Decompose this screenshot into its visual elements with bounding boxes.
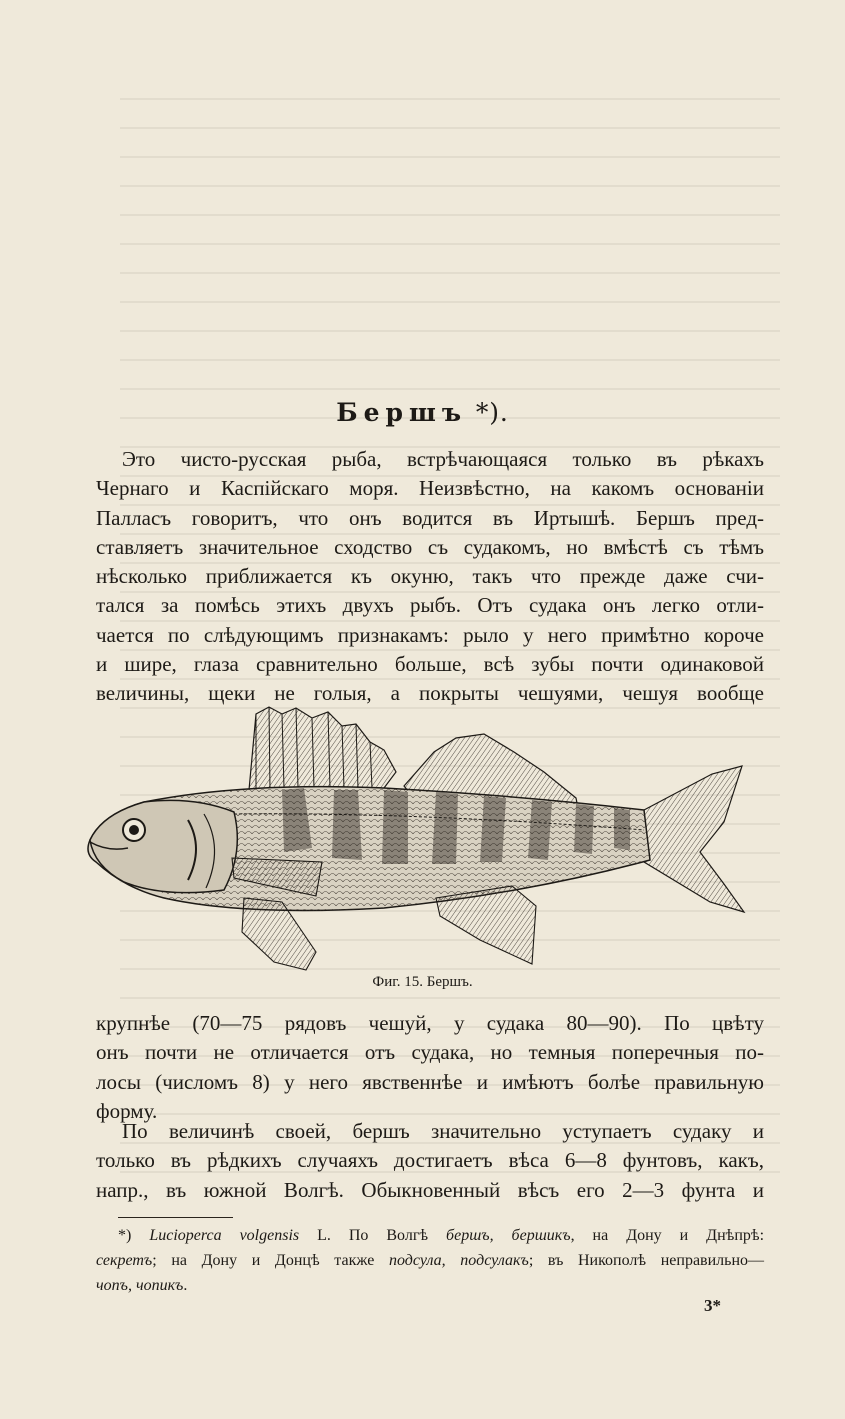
footnote-line xyxy=(96,1273,764,1298)
tail-fin xyxy=(644,766,744,912)
local-name: секретъ xyxy=(96,1252,153,1269)
footnote xyxy=(96,1223,764,1298)
local-name: подсула, подсулакъ xyxy=(388,1252,529,1269)
paragraph-3 xyxy=(96,1117,764,1205)
footnote-text: . xyxy=(183,1277,188,1294)
text-line: напр., въ южной Волгѣ. Обыкновенный вѣсъ его 2—3 фунта и xyxy=(96,1177,764,1202)
footnote-text: , на Дону и Днѣпрѣ: xyxy=(570,1227,765,1244)
title-footnote-mark: *). xyxy=(467,398,509,427)
text-line: ставляетъ значительное сходство съ судакомъ, но вмѣстѣ съ тѣмъ xyxy=(96,534,764,559)
text-line: величины, щеки не голыя, а покрыты чешуями, чешуя вообще xyxy=(96,681,764,706)
signature-mark: 3* xyxy=(704,1296,721,1315)
text-line: онъ почти не отличается отъ судака, но темныя поперечныя по- xyxy=(96,1040,764,1065)
footnote-text: L. По Волгѣ xyxy=(299,1227,447,1244)
footnote-text: ; въ Никополѣ неправильно— xyxy=(528,1252,765,1269)
text-line: Палласъ говоритъ, что онъ водится въ Иртышѣ. Бершъ пред- xyxy=(96,505,764,530)
text-line: нѣсколько приближается къ окуню, такъ что прежде даже счи- xyxy=(96,564,764,589)
title-word: Бершъ xyxy=(336,398,468,427)
chapter-title xyxy=(0,398,845,427)
footnote-text: ; на Дону и Донцѣ также xyxy=(152,1252,389,1269)
text-line: и шире, глаза сравнительно больше, всѣ зубы почти одинаковой xyxy=(96,652,764,677)
footnote-line xyxy=(96,1248,764,1273)
footnote-rule xyxy=(118,1217,233,1218)
text-line: лосы (числомъ 8) у него явственнѣе и имѣютъ болѣе правильную xyxy=(96,1069,764,1094)
paragraph-1 xyxy=(96,445,764,709)
local-name: чопъ, чопикъ xyxy=(96,1277,184,1294)
figure-caption: Фиг. 15. Бершъ. xyxy=(372,974,473,990)
local-name: бершъ, бершикъ xyxy=(446,1227,571,1244)
text-line: Это чисто-русская рыба, встрѣчающаяся только въ рѣкахъ xyxy=(122,447,764,471)
text-line: крупнѣе (70—75 рядовъ чешуй, у судака 80—90). По цвѣту xyxy=(96,1011,764,1035)
text-line: тался за помѣсь этихъ двухъ рыбъ. Отъ судака онъ легко отли- xyxy=(96,593,764,618)
latin-name: Lucioperca volgensis xyxy=(149,1227,300,1244)
footnote-marker: *) xyxy=(118,1227,150,1244)
paragraph-2 xyxy=(96,1009,764,1126)
fish-head xyxy=(90,800,237,892)
text-line: По величинѣ своей, бершъ значительно уступаетъ судаку и xyxy=(122,1119,764,1143)
dorsal-fin-spiny xyxy=(249,707,396,790)
anal-fin xyxy=(436,886,536,964)
text-line: Чернаго и Каспійскаго моря. Неизвѣстно, на какомъ основаніи xyxy=(96,476,764,501)
text-line: только въ рѣдкихъ случаяхъ достигаетъ вѣса 6—8 фунтовъ, какъ, xyxy=(96,1148,764,1173)
text-line: форму. xyxy=(96,1098,158,1123)
footnote-line xyxy=(96,1223,764,1248)
fish-illustration xyxy=(84,702,750,972)
text-line: чается по слѣдующимъ признакамъ: рыло у него примѣтно короче xyxy=(96,622,764,647)
